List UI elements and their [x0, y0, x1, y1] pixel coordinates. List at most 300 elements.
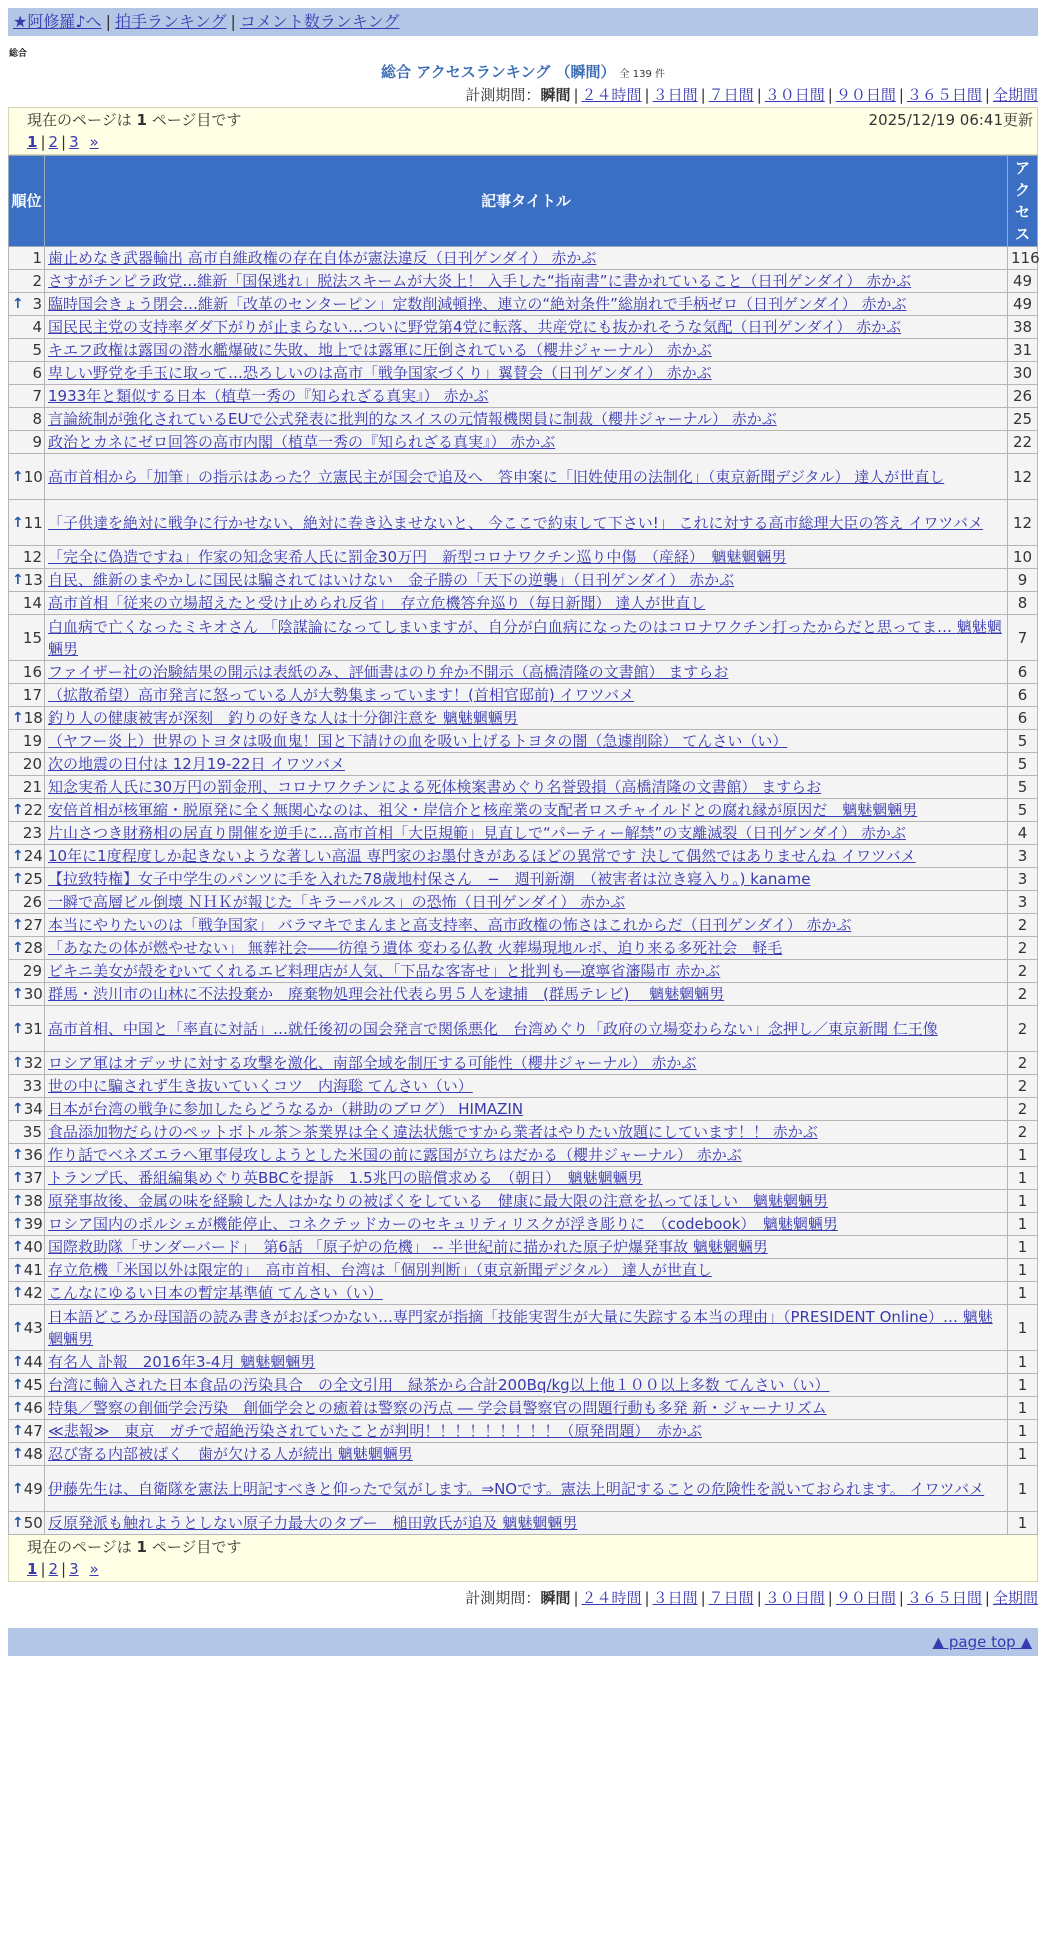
access-count: 5	[1008, 776, 1038, 799]
rank-number: 11	[23, 513, 43, 532]
rank-number: 23	[22, 824, 42, 842]
up-arrow-icon: ↑	[12, 1423, 24, 1439]
rank-cell	[9, 1443, 45, 1466]
article-link[interactable]: 反原発派も触れようとしない原子力最大のタブー 槌田敦氏が追及 魑魅魍魎男	[48, 1514, 578, 1532]
category-label: 総合	[9, 49, 28, 59]
table-row	[9, 845, 1038, 868]
title-cell	[45, 592, 1008, 615]
access-count: 2	[1008, 1098, 1038, 1121]
rank-cell	[9, 1466, 45, 1512]
table-row	[9, 1190, 1038, 1213]
rank-number: 19	[22, 732, 42, 750]
page-separator: |	[40, 133, 46, 151]
access-count: 1	[1008, 1351, 1038, 1374]
title-cell	[45, 615, 1008, 661]
footer-bar	[8, 1628, 1038, 1656]
page-title: 総合 アクセスランキング （瞬間）	[381, 63, 616, 81]
title-column-header: 記事タイトル	[45, 156, 1008, 247]
table-row	[9, 293, 1038, 316]
period-option-link[interactable]: 全期間	[992, 86, 1038, 104]
access-count: 7	[1008, 615, 1038, 661]
article-link[interactable]: 群馬・渋川市の山林に不法投棄か 廃棄物処理会社代表ら男５人を逮捕 (群馬テレビ) 魑魅魍魎男	[48, 985, 725, 1003]
table-row	[9, 1075, 1038, 1098]
article-link[interactable]: こんなにゆるい日本の暫定基準値 てんさい（い）	[48, 1284, 383, 1302]
up-arrow-icon: ↑	[12, 1400, 24, 1416]
period-option-link[interactable]: ９０日間	[835, 86, 896, 104]
rank-cell	[9, 1190, 45, 1213]
top-nav-bar	[8, 8, 1038, 36]
access-count: 1	[1008, 1443, 1038, 1466]
access-count: 2	[1008, 1075, 1038, 1098]
period-option-link[interactable]: ２４時間	[581, 86, 642, 104]
next-page-link[interactable]: »	[89, 1560, 99, 1578]
access-count: 2	[1008, 1006, 1038, 1052]
article-link[interactable]: 有名人 訃報 2016年3-4月 魑魅魍魎男	[48, 1353, 316, 1371]
period-option-link[interactable]: ３６５日間	[906, 86, 982, 104]
access-count: 1	[1008, 1259, 1038, 1282]
page-top-link[interactable]: ▲ page top ▲	[932, 1633, 1032, 1651]
article-link[interactable]: 国際救助隊「サンダーバード」 第6話 「原子炉の危機」 -- 半世紀前に描かれた原子炉爆発事故 魑魅魍魎男	[48, 1238, 768, 1256]
up-arrow-icon: ↑	[12, 1377, 24, 1393]
table-row	[9, 500, 1038, 546]
article-link[interactable]: 本当にやりたいのは「戦争国家」 バラマキでまんまと高支持率、高市政権の怖さはこれからだ（日刊ゲンダイ） 赤かぶ	[48, 916, 852, 934]
title-cell	[45, 822, 1008, 845]
article-link[interactable]: 高市首相から「加筆」の指示はあった？立憲民主が国会で追及へ 答申案に「旧姓使用の法制化」（東京新聞デジタル） 達人が世直し	[48, 467, 945, 486]
table-row	[9, 1121, 1038, 1144]
title-cell	[45, 868, 1008, 891]
rank-cell	[9, 615, 45, 661]
nav-clap-ranking-link[interactable]: 拍手ランキング	[114, 12, 227, 31]
rank-cell	[9, 316, 45, 339]
article-link[interactable]: 釣り人の健康被害が深刻 釣りの好きな人は十分御注意を 魑魅魍魎男	[48, 709, 518, 727]
article-link[interactable]: 忍び寄る内部被ばく 歯が欠ける人が続出 魑魅魍魎男	[48, 1445, 413, 1463]
access-count: 5	[1008, 730, 1038, 753]
table-row	[9, 1466, 1038, 1512]
title-cell	[45, 730, 1008, 753]
access-count: 1	[1008, 1167, 1038, 1190]
article-link[interactable]: 自民、維新のまやかしに国民は騙されてはいけない 金子勝の「天下の逆襲」（日刊ゲンダイ） 赤かぶ	[48, 571, 735, 589]
rank-cell	[9, 1305, 45, 1351]
rank-cell	[9, 937, 45, 960]
table-row	[9, 454, 1038, 500]
table-row	[9, 546, 1038, 569]
rank-cell	[9, 247, 45, 270]
rank-cell	[9, 500, 45, 546]
title-cell	[45, 1190, 1008, 1213]
access-count: 31	[1008, 339, 1038, 362]
up-arrow-icon: ↑	[12, 468, 24, 485]
page-heading	[8, 61, 1038, 83]
next-page-link[interactable]: »	[89, 133, 99, 151]
article-link[interactable]: キエフ政権は露国の潜水艦爆破に失敗、地上では露軍に圧倒されている（櫻井ジャーナル） 赤かぶ	[48, 341, 712, 359]
table-row	[9, 960, 1038, 983]
period-option-link[interactable]: ３日間	[652, 86, 698, 104]
count-column-header: アクセス	[1008, 156, 1038, 247]
access-count: 1	[1008, 1397, 1038, 1420]
period-option-link[interactable]: ７日間	[708, 86, 754, 104]
title-cell	[45, 661, 1008, 684]
rank-cell	[9, 799, 45, 822]
up-arrow-icon: ↑	[12, 514, 24, 531]
rank-cell	[9, 1052, 45, 1075]
access-count: 26	[1008, 385, 1038, 408]
title-cell	[45, 799, 1008, 822]
rank-number: 20	[22, 755, 42, 773]
rank-cell	[9, 868, 45, 891]
article-link[interactable]: 言論統制が強化されているEUで公式発表に批判的なスイスの元情報機関員に制裁（櫻井ジャーナル） 赤かぶ	[48, 410, 777, 428]
rank-number: 28	[23, 939, 43, 957]
rank-number: 4	[32, 318, 42, 336]
access-count: 1	[1008, 1420, 1038, 1443]
period-separator: |	[898, 86, 904, 104]
access-count: 2	[1008, 914, 1038, 937]
rank-number: 48	[23, 1445, 43, 1463]
rank-cell	[9, 592, 45, 615]
rank-cell	[9, 270, 45, 293]
title-cell	[45, 1259, 1008, 1282]
table-row	[9, 1305, 1038, 1351]
article-link[interactable]: 「子供達を絶対に戦争に行かせない、絶対に巻き込ませないと、 今ここで約束して下さい!」 これに対する高市総理大臣の答え イワツバメ	[48, 513, 984, 532]
rank-cell	[9, 1374, 45, 1397]
title-cell	[45, 431, 1008, 454]
up-arrow-icon: ↑	[12, 1101, 24, 1117]
period-separator: |	[573, 86, 579, 104]
rank-number: 39	[23, 1215, 43, 1233]
access-count: 1	[1008, 1466, 1038, 1512]
page-link[interactable]: 3	[69, 133, 79, 151]
access-count: 2	[1008, 937, 1038, 960]
rank-number: 34	[23, 1100, 43, 1118]
rank-number: 22	[23, 801, 43, 819]
access-count: 6	[1008, 707, 1038, 730]
table-row	[9, 1236, 1038, 1259]
title-cell	[45, 339, 1008, 362]
updated-timestamp: 2025/12/19 06:41更新	[868, 111, 1033, 129]
rank-cell	[9, 1397, 45, 1420]
title-cell	[45, 408, 1008, 431]
up-arrow-icon: ↑	[12, 1239, 24, 1255]
article-link[interactable]: 歯止めなき武器輸出 高市自維政権の存在自体が憲法違反（日刊ゲンダイ） 赤かぶ	[48, 249, 597, 267]
title-cell	[45, 569, 1008, 592]
table-row	[9, 1512, 1038, 1535]
rank-cell	[9, 293, 45, 316]
title-cell	[45, 983, 1008, 1006]
up-arrow-icon: ↑	[12, 917, 24, 933]
article-link[interactable]: 伊藤先生は、自衛隊を憲法上明記すべきと仰ったで気がします。⇒NOです。憲法上明記することの危険性を説いておられます。 イワツバメ	[48, 1479, 985, 1498]
period-option-link[interactable]: 全期間	[992, 1589, 1038, 1607]
up-arrow-icon: ↑	[12, 710, 24, 726]
period-label: 計測期間：	[465, 1589, 541, 1607]
table-row	[9, 1167, 1038, 1190]
access-count: 6	[1008, 684, 1038, 707]
access-count: 1	[1008, 1213, 1038, 1236]
rank-number: 30	[23, 985, 43, 1003]
article-link[interactable]: 国民民主党の支持率ダダ下がりが止まらない…ついに野党第4党に転落、共産党にも抜かれそうな気配（日刊ゲンダイ） 赤かぶ	[48, 318, 902, 336]
access-count: 116	[1008, 247, 1038, 270]
table-row	[9, 1259, 1038, 1282]
article-link[interactable]: 知念実希人氏に30万円の罰金刑、コロナワクチンによる死体検案書めぐり名誉毀損（高橋清隆の文書館） ますらお	[48, 778, 822, 796]
article-link[interactable]: 食品添加物だらけのペットボトル茶＞茶業界は全く違法状態ですから業者はやりたい放題にしています！！ 赤かぶ	[48, 1123, 818, 1141]
title-cell	[45, 1420, 1008, 1443]
page-link[interactable]: 3	[69, 1560, 79, 1578]
article-link[interactable]: 片山さつき財務相の居直り開催を逆手に…高市首相「大臣規範」見直しで“パーティー解禁”の支離滅裂（日刊ゲンダイ） 赤かぶ	[48, 824, 906, 842]
title-cell	[45, 293, 1008, 316]
title-cell	[45, 753, 1008, 776]
period-current: 瞬間	[540, 86, 571, 104]
access-count: 5	[1008, 753, 1038, 776]
access-count: 1	[1008, 1305, 1038, 1351]
period-separator: |	[644, 1589, 650, 1607]
rank-cell	[9, 1420, 45, 1443]
period-separator: |	[700, 1589, 706, 1607]
access-count: 6	[1008, 661, 1038, 684]
article-link[interactable]: 台湾に輸入された日本食品の汚染具合 の全文引用 緑茶から合計200Bq/kg以上他１００以上多数 てんさい（い）	[48, 1376, 830, 1394]
rank-cell	[9, 362, 45, 385]
nav-comment-ranking-link[interactable]: コメント数ランキング	[239, 12, 400, 31]
period-option-link[interactable]: ３６５日間	[906, 1589, 982, 1607]
article-link[interactable]: 作り話でベネズエラへ軍事侵攻しようとした米国の前に露国が立ちはだかる（櫻井ジャーナル） 赤かぶ	[48, 1146, 742, 1164]
access-count: 1	[1008, 1190, 1038, 1213]
access-count: 1	[1008, 1236, 1038, 1259]
rank-cell	[9, 822, 45, 845]
rank-cell	[9, 661, 45, 684]
article-link[interactable]: 日本語どころか母国語の読み書きがおぼつかない…専門家が指摘「技能実習生が大量に失踪する本当の理由」（PRESIDENT Online）… 魑魅魍魎男	[48, 1307, 993, 1348]
table-row	[9, 1397, 1038, 1420]
title-cell	[45, 1006, 1008, 1052]
rank-cell	[9, 1282, 45, 1305]
up-arrow-icon: ↑	[12, 1262, 24, 1278]
period-separator: |	[984, 86, 990, 104]
page-link-current[interactable]: 1	[27, 133, 38, 151]
rank-number: 44	[23, 1353, 43, 1371]
title-cell	[45, 546, 1008, 569]
table-row	[9, 1098, 1038, 1121]
rank-cell	[9, 1144, 45, 1167]
table-row	[9, 247, 1038, 270]
article-link[interactable]: 世の中に騙されず生き抜いていくコツ 内海聡 てんさい（い）	[48, 1077, 473, 1095]
title-cell	[45, 316, 1008, 339]
rank-number: 17	[22, 686, 42, 704]
rank-number: 15	[22, 628, 42, 647]
table-row	[9, 1213, 1038, 1236]
article-link[interactable]: 特集／警察の創価学会汚染 創価学会との癒着は警察の汚点 ― 学会員警察官の問題行動も多発 新・ジャーナリズム	[48, 1399, 827, 1417]
rank-number: 10	[23, 467, 43, 486]
article-link[interactable]: 1933年と類似する日本（植草一秀の『知られざる真実』） 赤かぶ	[48, 387, 489, 405]
table-row	[9, 1006, 1038, 1052]
page-link[interactable]: 2	[48, 1560, 59, 1578]
article-link[interactable]: 臨時国会きょう閉会…維新「改革のセンターピン」定数削減頓挫、連立の“絶対条件”総崩れで手柄ゼロ（日刊ゲンダイ） 赤かぶ	[48, 295, 907, 313]
nav-home-link[interactable]: ★阿修羅♪へ	[13, 12, 102, 31]
access-count: 12	[1008, 500, 1038, 546]
table-row	[9, 983, 1038, 1006]
table-row	[9, 431, 1038, 454]
period-option-link[interactable]: ２４時間	[581, 1589, 642, 1607]
up-arrow-icon: ↑	[12, 1193, 24, 1209]
current-page-text: 現在のページは 1 ページ目です	[27, 1538, 242, 1556]
article-link[interactable]: ファイザー社の治験結果の開示は表紙のみ、評価書はのり弁か不開示（高橋清隆の文書館） ますらお	[48, 663, 729, 681]
article-link[interactable]: （拡散希望）高市発言に怒っている人が大勢集まっています！(首相官邸前) イワツバメ	[48, 686, 635, 704]
title-cell	[45, 1052, 1008, 1075]
table-row	[9, 799, 1038, 822]
rank-number: 31	[23, 1019, 43, 1038]
title-cell	[45, 891, 1008, 914]
rank-number: 14	[22, 594, 42, 612]
access-count: 1	[1008, 1374, 1038, 1397]
article-link[interactable]: 高市首相「従来の立場超えたと受け止められ反省」 存立危機答弁巡り（毎日新聞） 達人が世直し	[48, 594, 706, 612]
title-cell	[45, 1374, 1008, 1397]
article-link[interactable]: 存立危機「米国以外は限定的」 高市首相、台湾は「個別判断」（東京新聞デジタル） 達人が世直し	[48, 1261, 712, 1279]
table-row	[9, 385, 1038, 408]
table-row	[9, 730, 1038, 753]
rank-cell	[9, 1351, 45, 1374]
rank-cell	[9, 753, 45, 776]
rank-number: 42	[23, 1284, 43, 1302]
table-row	[9, 1282, 1038, 1305]
article-link[interactable]: 「あなたの体が燃やせない」 無葬社会――彷徨う遺体 変わる仏教 火葬場現地ルポ、迫り来る多死社会 軽毛	[48, 939, 783, 957]
article-link[interactable]: 一瞬で高層ビル倒壊 ＮＨＫが報じた「キラーパルス」の恐怖（日刊ゲンダイ） 赤かぶ	[48, 893, 626, 911]
rank-number: 33	[22, 1077, 42, 1095]
period-separator: |	[756, 1589, 762, 1607]
title-cell	[45, 247, 1008, 270]
table-row	[9, 569, 1038, 592]
access-count: 2	[1008, 1121, 1038, 1144]
title-cell	[45, 1466, 1008, 1512]
up-arrow-icon: ↑	[12, 848, 24, 864]
access-count: 12	[1008, 454, 1038, 500]
nav-separator: |	[230, 12, 236, 31]
article-link[interactable]: 日本が台湾の戦争に参加したらどうなるか（耕助のブログ） HIMAZIN	[48, 1100, 524, 1118]
rank-number: 40	[23, 1238, 43, 1256]
page-separator: |	[61, 1560, 67, 1578]
period-separator: |	[756, 86, 762, 104]
page-separator	[82, 133, 87, 151]
title-cell	[45, 845, 1008, 868]
article-link[interactable]: （ヤフー炎上）世界のトヨタは吸血鬼！国と下請けの血を吸い上げるトヨタの闇（急遽削除） てんさい（い）	[48, 732, 788, 750]
article-link[interactable]: ロシア国内のポルシェが機能停止、コネクテッドカーのセキュリティリスクが浮き彫りに （codebook） 魑魅魍魎男	[48, 1215, 838, 1233]
article-link[interactable]: さすがチンピラ政党…維新「国保逃れ」脱法スキームが大炎上！ 入手した“指南書”に書かれていること（日刊ゲンダイ） 赤かぶ	[48, 272, 912, 290]
table-row	[9, 1374, 1038, 1397]
up-arrow-icon: ↑	[12, 1020, 24, 1037]
rank-number: 45	[23, 1376, 43, 1394]
article-link[interactable]: 政治とカネにゼロ回答の高市内閣（植草一秀の『知られざる真実』） 赤かぶ	[48, 433, 556, 451]
title-cell	[45, 684, 1008, 707]
title-cell	[45, 1236, 1008, 1259]
article-link[interactable]: 卑しい野党を手玉に取って…恐ろしいのは高市「戦争国家づくり」翼賛会（日刊ゲンダイ） 赤かぶ	[48, 364, 712, 382]
article-link[interactable]: 高市首相、中国と「率直に対話」…就任後初の国会発言で関係悪化 台湾めぐり「政府の立場変わらない」念押し／東京新聞 仁王像	[48, 1019, 938, 1038]
access-count: 1	[1008, 1144, 1038, 1167]
up-arrow-icon: ↑	[12, 296, 24, 312]
period-option-link[interactable]: ３０日間	[764, 86, 825, 104]
article-link[interactable]: 【拉致特権】女子中学生のパンツに手を入れた78歳地村保さん − 週刊新潮 （被害者は泣き寝入り。) kaname	[48, 870, 811, 888]
period-option-link[interactable]: ９０日間	[835, 1589, 896, 1607]
article-link[interactable]: 白血病で亡くなったミキオさん 「陰謀論になってしまいますが、自分が白血病になったのはコロナワクチン打ったからだと思ってま… 魑魅魍魎男	[48, 617, 1002, 658]
period-option-link[interactable]: ３０日間	[764, 1589, 825, 1607]
rank-number: 37	[23, 1169, 43, 1187]
table-row	[9, 1144, 1038, 1167]
page-link[interactable]: 2	[48, 133, 59, 151]
table-row	[9, 937, 1038, 960]
ranking-table	[8, 155, 1038, 1535]
rank-number: 26	[22, 893, 42, 911]
up-arrow-icon: ↑	[12, 986, 24, 1002]
access-count: 4	[1008, 822, 1038, 845]
article-link[interactable]: 10年に1度程度しか起きないような著しい高温 専門家のお墨付きがあるほどの異常です 決して偶然ではありませんね イワツバメ	[48, 847, 916, 865]
article-link[interactable]: ≪悲報≫ 東京 ガチで超絶汚染されていたことが判明！！！！！！！！！（原発問題） 赤かぶ	[48, 1422, 702, 1440]
title-cell	[45, 1397, 1008, 1420]
rank-number: 9	[32, 433, 42, 451]
table-row	[9, 822, 1038, 845]
access-count: 2	[1008, 983, 1038, 1006]
rank-column-header: 順位	[9, 156, 45, 247]
page-link-current[interactable]: 1	[27, 1560, 38, 1578]
article-link[interactable]: ビキニ美女が殻をむいてくれるエビ料理店が人気、「下品な客寄せ」と批判も―遼寧省瀋陽市 赤かぶ	[48, 962, 721, 980]
table-row	[9, 891, 1038, 914]
up-arrow-icon: ↑	[12, 1515, 24, 1531]
article-link[interactable]: トランプ氏、番組編集めぐり英BBCを提訴 1.5兆円の賠償求める （朝日） 魑魅魍魎男	[48, 1169, 643, 1187]
period-option-link[interactable]: ７日間	[708, 1589, 754, 1607]
title-cell	[45, 1121, 1008, 1144]
period-label: 計測期間：	[465, 86, 541, 104]
rank-number: 21	[22, 778, 42, 796]
article-link[interactable]: 安倍首相が核軍縮・脱原発に全く無関心なのは、祖父・岸信介と核産業の支配者ロスチャイルドとの腐れ縁が原因だ 魑魅魍魎男	[48, 801, 918, 819]
access-count: 10	[1008, 546, 1038, 569]
up-arrow-icon: ↑	[12, 1446, 24, 1462]
title-cell	[45, 776, 1008, 799]
rank-number: 18	[23, 709, 43, 727]
rank-cell	[9, 776, 45, 799]
rank-cell	[9, 1006, 45, 1052]
table-row	[9, 1420, 1038, 1443]
title-cell	[45, 362, 1008, 385]
period-current: 瞬間	[540, 1589, 571, 1607]
table-row	[9, 1052, 1038, 1075]
period-option-link[interactable]: ３日間	[652, 1589, 698, 1607]
article-link[interactable]: 原発事故後、金属の味を経験した人はかなりの被ばくをしている 健康に最大限の注意を払ってほしい 魑魅魍魎男	[48, 1192, 829, 1210]
title-cell	[45, 1443, 1008, 1466]
title-cell	[45, 1351, 1008, 1374]
title-cell	[45, 1167, 1008, 1190]
article-link[interactable]: ロシア軍はオデッサに対する攻撃を激化、南部全域を制圧する可能性（櫻井ジャーナル） 赤かぶ	[48, 1054, 697, 1072]
up-arrow-icon: ↑	[12, 1147, 24, 1163]
period-separator: |	[827, 1589, 833, 1607]
up-arrow-icon: ↑	[12, 1170, 24, 1186]
rank-cell	[9, 707, 45, 730]
title-cell	[45, 914, 1008, 937]
access-count: 3	[1008, 845, 1038, 868]
access-count: 1	[1008, 1282, 1038, 1305]
access-count: 1	[1008, 1512, 1038, 1535]
rank-cell	[9, 1167, 45, 1190]
rank-number: 5	[32, 341, 42, 359]
title-cell	[45, 500, 1008, 546]
title-cell	[45, 1075, 1008, 1098]
article-link[interactable]: 「完全に偽造ですね」作家の知念実希人氏に罰金30万円 新型コロナワクチン巡り中傷 （産経） 魑魅魍魎男	[48, 548, 787, 566]
rank-number: 49	[23, 1479, 43, 1498]
rank-cell	[9, 1121, 45, 1144]
table-row	[9, 1351, 1038, 1374]
table-row	[9, 684, 1038, 707]
article-link[interactable]: 次の地震の日付は 12月19-22日 イワツバメ	[48, 755, 345, 773]
rank-number: 16	[22, 663, 42, 681]
rank-cell	[9, 1236, 45, 1259]
title-cell	[45, 1305, 1008, 1351]
rank-cell	[9, 1213, 45, 1236]
page-info-row	[27, 109, 1033, 131]
nav-separator: |	[105, 12, 111, 31]
rank-number: 36	[23, 1146, 43, 1164]
rank-number: 13	[23, 571, 43, 589]
up-arrow-icon: ↑	[12, 1354, 24, 1370]
